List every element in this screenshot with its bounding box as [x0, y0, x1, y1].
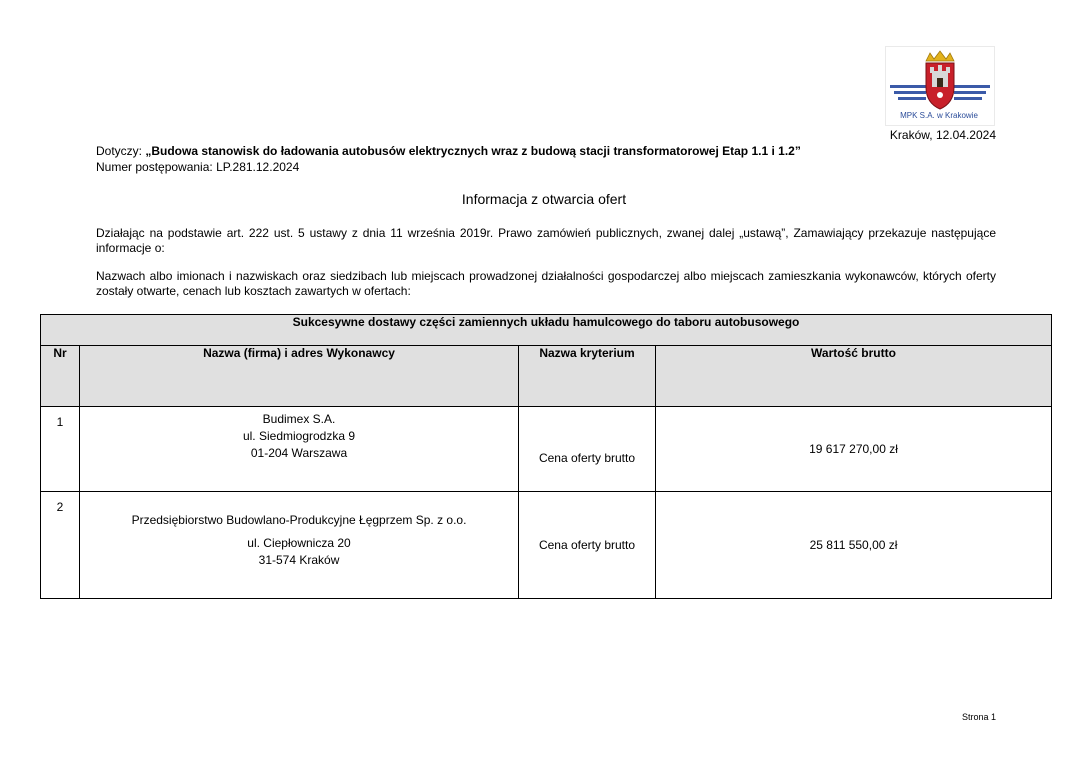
- header-nr: Nr: [41, 346, 80, 407]
- contractor-city: 31-574 Kraków: [258, 553, 340, 567]
- header-contractor: Nazwa (firma) i adres Wykonawcy: [80, 346, 519, 407]
- header-value: Wartość brutto: [656, 346, 1052, 407]
- header-criterion: Nazwa kryterium: [519, 346, 656, 407]
- intro-paragraph: Działając na podstawie art. 222 ust. 5 ustawy z dnia 11 września 2019r. Prawo zamówień publicznych, zwanej dalej „ustawą”, Zamawiający przekazuje następujące informacje o:: [96, 226, 996, 255]
- table-caption-row: [41, 315, 1052, 346]
- row-number: 2: [41, 492, 80, 599]
- document-date: Kraków, 12.04.2024: [889, 128, 996, 142]
- table-row: [41, 407, 1052, 492]
- logo-caption: MPK S.A. w Krakowie: [900, 111, 978, 120]
- criterion-label: Cena oferty brutto: [538, 451, 636, 465]
- contractor-name: Budimex S.A.: [262, 412, 336, 426]
- contractor-street: ul. Ciepłownicza 20: [247, 536, 351, 550]
- procedure-number: Numer postępowania: LP.281.12.2024: [96, 160, 300, 174]
- subject-prefix: Dotyczy:: [96, 144, 146, 158]
- row-number: 1: [41, 407, 80, 492]
- page-title: Informacja z otwarcia ofert: [461, 191, 627, 207]
- criterion-cell: [519, 407, 656, 492]
- subject-line: [96, 144, 801, 158]
- table-header-row: [41, 346, 1052, 407]
- contractor-street: ul. Siedmiogrodzka 9: [242, 429, 356, 443]
- contractor-city: 01-204 Warszawa: [250, 446, 348, 460]
- value-cell: 19 617 270,00 zł: [656, 407, 1052, 492]
- offers-table: [40, 314, 1052, 599]
- subject-title: „Budowa stanowisk do ładowania autobusów elektrycznych wraz z budową stacji transformatorowej Etap 1.1 i 1.2”: [145, 144, 801, 158]
- contractor-cell: [80, 407, 519, 492]
- contractor-cell: [80, 492, 519, 599]
- krakow-crest-icon: [886, 47, 994, 113]
- criterion-label: Cena oferty brutto: [519, 492, 656, 599]
- contractors-paragraph: Nazwach albo imionach i nazwiskach oraz siedzibach lub miejscach prowadzonej działalności gospodarczej albo miejscach zamieszkania wykonawców, których oferty zostały otwarte, cenach lub kosztach zawartych w ofertach:: [96, 269, 996, 298]
- table-caption: Sukcesywne dostawy części zamiennych układu hamulcowego do taboru autobusowego: [41, 315, 1052, 346]
- value-cell: 25 811 550,00 zł: [656, 492, 1052, 599]
- table-row: [41, 492, 1052, 599]
- contractor-name: Przedsiębiorstwo Budowlano-Produkcyjne Łęgprzem Sp. z o.o.: [131, 513, 467, 527]
- page-number: Strona 1: [961, 712, 996, 722]
